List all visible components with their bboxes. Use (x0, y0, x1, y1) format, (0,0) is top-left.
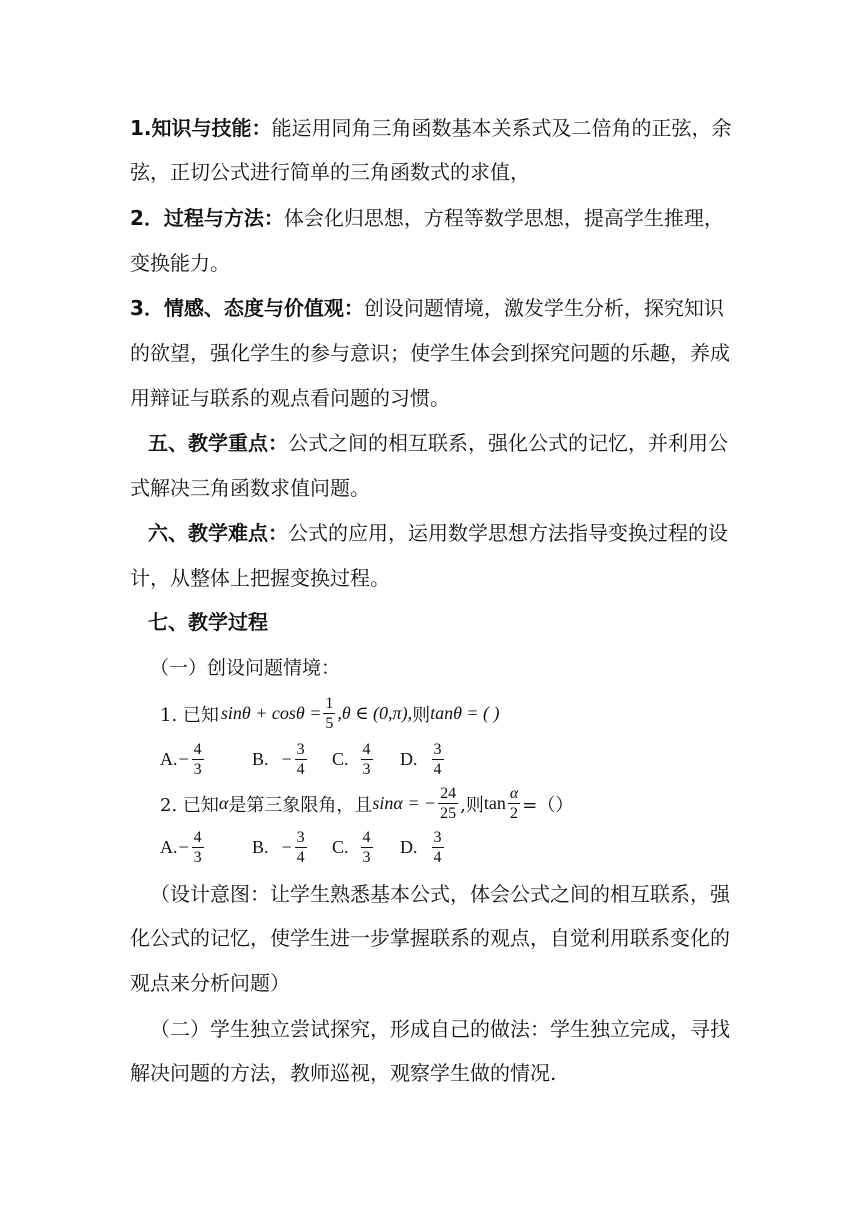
question-2-ask-fraction (508, 784, 520, 823)
option-sign: − (281, 749, 292, 769)
difficulties-text-1: 公式的应用，运用数学思想方法指导变换过程的设 (288, 521, 728, 545)
question-2-expr: sinα = − (372, 793, 437, 813)
design-intent-line-1: （设计意图：让学生熟悉基本公式，体会公式之间的相互联系，强 (150, 882, 730, 906)
process-heading: 七、教学过程 (148, 610, 268, 634)
question-1-ask: tanθ = ( ) (430, 703, 500, 723)
question-1-option-b (252, 740, 309, 779)
key-points-line-2: 式解决三角函数求值问题。 (130, 476, 370, 500)
objective-3-line-3: 用辩证与联系的观点看问题的习惯。 (130, 386, 450, 410)
objective-2-line-1 (130, 198, 724, 238)
option-frac-den: 3 (193, 761, 202, 778)
option-sign: − (281, 837, 292, 857)
objective-1-text-1: 能运用同角三角函数基本关系式及二倍角的正弦，余 (271, 116, 732, 140)
question-1-prefix: 1. 已知 (160, 704, 219, 726)
option-frac-den: 3 (362, 761, 371, 778)
option-fraction (432, 828, 444, 867)
option-frac-den: 4 (296, 761, 305, 778)
question-1-frac-num: 1 (325, 695, 334, 712)
option-label: D. (400, 749, 418, 769)
question-1-option-a (160, 740, 206, 779)
option-label: D. (400, 837, 418, 857)
difficulties-line-2: 计，从整体上把握变换过程。 (130, 566, 390, 590)
question-1-then: 则 (412, 704, 431, 726)
question-2-option-a (160, 828, 206, 867)
option-frac-num: 4 (362, 741, 371, 758)
objective-3-line-2: 的欲望，强化学生的参与意识；使学生体会到探究问题的乐趣，养成 (130, 341, 730, 365)
process-sub-2-line-2: 解决问题的方法，教师巡视，观察学生做的情况. (130, 1061, 557, 1085)
objective-3-line-1 (130, 288, 724, 328)
question-2-option-b (252, 828, 309, 867)
option-sign: − (178, 837, 189, 857)
question-1-expr: sinθ + cosθ = (220, 703, 322, 723)
option-fraction (295, 740, 307, 779)
objective-2-line-2: 变换能力。 (130, 251, 230, 275)
option-frac-num: 4 (193, 829, 202, 846)
question-2-frac-den: 25 (440, 805, 457, 822)
question-2-option-c (332, 828, 375, 867)
question-2-ask-num-text: α (509, 785, 519, 802)
option-fraction (432, 740, 444, 779)
option-frac-num: 4 (362, 829, 371, 846)
question-2 (160, 784, 573, 823)
objective-2-text-1: 体会化归思想，方程等数学思想，提高学生推理， (283, 206, 724, 230)
option-frac-den: 4 (433, 761, 442, 778)
process-sub-2-line-1: （二）学生独立尝试探究，形成自己的做法：学生独立完成，寻找 (150, 1017, 730, 1041)
question-2-var: α (218, 793, 229, 813)
difficulties-line-1 (148, 513, 728, 553)
question-2-ask-end: =（） (522, 794, 574, 816)
question-2-fraction (438, 784, 458, 823)
option-sign: − (178, 749, 189, 769)
key-points-label: 五、教学重点： (148, 431, 288, 455)
question-2-ask-fn: tan (483, 793, 506, 813)
option-label: A. (160, 837, 178, 857)
question-2-ask-num (508, 784, 520, 804)
option-label: B. (252, 837, 269, 857)
process-sub-1: （一）创设问题情境： (150, 657, 341, 679)
question-2-option-d (400, 828, 446, 867)
option-fraction (295, 828, 307, 867)
objective-3-label: 3．情感、态度与价值观： (130, 296, 364, 320)
option-frac-num: 3 (296, 741, 305, 758)
option-label: B. (252, 749, 269, 769)
key-points-line-1 (148, 423, 728, 463)
option-fraction (361, 828, 373, 867)
question-1-condition: ,θ ∈ (0,π), (337, 703, 413, 723)
option-fraction (192, 828, 204, 867)
question-1-option-c (332, 740, 375, 779)
option-fraction (192, 740, 204, 779)
question-1-option-d (400, 740, 446, 779)
objective-3-text-1: 创设问题情境，激发学生分析，探究知识 (363, 296, 724, 320)
design-intent-line-2: 化公式的记忆，使学生进一步掌握联系的观点，自觉利用联系变化的 (130, 926, 730, 950)
option-frac-num: 3 (433, 829, 442, 846)
option-frac-num: 3 (433, 741, 442, 758)
question-1-frac-den: 5 (325, 715, 334, 732)
design-intent-line-3: 观点来分析问题） (130, 971, 290, 995)
question-2-then: ,则 (460, 794, 484, 816)
objective-1-line-2: 弦，正切公式进行简单的三角函数式的求值， (130, 160, 530, 184)
option-fraction (361, 740, 373, 779)
option-frac-den: 4 (296, 849, 305, 866)
option-label: C. (332, 749, 349, 769)
option-frac-num: 4 (193, 741, 202, 758)
question-2-prefix: 2. 已知 (160, 794, 219, 816)
option-frac-den: 3 (193, 849, 202, 866)
question-2-ask-den: 2 (510, 805, 519, 822)
difficulties-label: 六、教学难点： (148, 521, 288, 545)
objective-2-label: 2．过程与方法： (130, 206, 284, 230)
option-frac-den: 4 (433, 849, 442, 866)
option-label: C. (332, 837, 349, 857)
question-2-mid: 是第三象限角，且 (228, 794, 373, 816)
objective-1-line-1 (130, 108, 732, 148)
option-frac-den: 3 (362, 849, 371, 866)
key-points-text-1: 公式之间的相互联系，强化公式的记忆，并利用公 (288, 431, 728, 455)
question-1-fraction (323, 694, 335, 733)
question-1 (160, 694, 500, 733)
objective-1-label: 1.知识与技能： (130, 116, 272, 140)
option-frac-num: 3 (296, 829, 305, 846)
question-2-frac-num: 24 (440, 785, 457, 802)
option-label: A. (160, 749, 178, 769)
